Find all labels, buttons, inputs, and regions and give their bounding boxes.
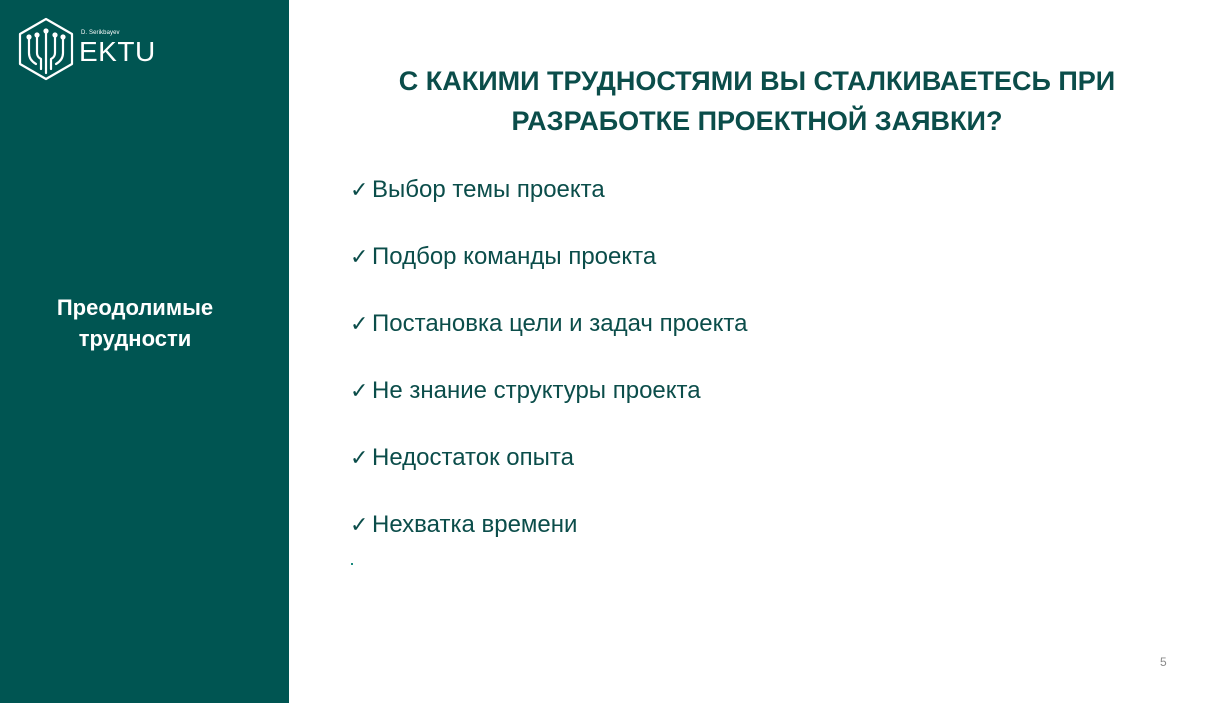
check-icon: ✓ (350, 378, 369, 403)
list-item-text: Нехватка времени (372, 511, 578, 538)
check-icon: ✓ (350, 177, 369, 202)
check-icon: ✓ (350, 311, 369, 336)
list-item-text: Подбор команды проекта (372, 243, 657, 270)
list-item-text: Выбор темы проекта (372, 176, 605, 203)
sidebar (0, 0, 289, 703)
ektu-emblem-icon (17, 17, 75, 81)
section-title-line: Преодолимые (56, 295, 214, 320)
list-item (350, 239, 747, 306)
list-item-text: Не знание структуры проекта (372, 377, 701, 404)
check-icon: ✓ (350, 445, 369, 470)
logo-caption: D. Serikbayev (81, 30, 120, 36)
difficulties-list (350, 172, 747, 574)
list-item (350, 507, 747, 574)
list-item-text: Постановка цели и задач проекта (372, 310, 748, 337)
section-title (0, 292, 270, 354)
check-icon: ✓ (350, 244, 369, 269)
slide-title-line: РАЗРАБОТКЕ ПРОЕКТНОЙ ЗАЯВКИ? (511, 106, 1003, 136)
list-item (350, 306, 747, 373)
page-number: 5 (1160, 655, 1167, 669)
section-title-line: трудности (78, 326, 192, 351)
slide-title (357, 61, 1157, 141)
list-item-text: Недостаток опыта (372, 444, 574, 471)
ektu-logo (17, 17, 162, 81)
list-item (350, 440, 747, 507)
logo-wordmark: EKTU (79, 36, 156, 67)
slide-title-line: С КАКИМИ ТРУДНОСТЯМИ ВЫ СТАЛКИВАЕТЕСЬ ПРИ (398, 66, 1116, 96)
list-item (350, 172, 747, 239)
stray-dot (351, 563, 353, 565)
list-item (350, 373, 747, 440)
check-icon: ✓ (350, 512, 369, 537)
